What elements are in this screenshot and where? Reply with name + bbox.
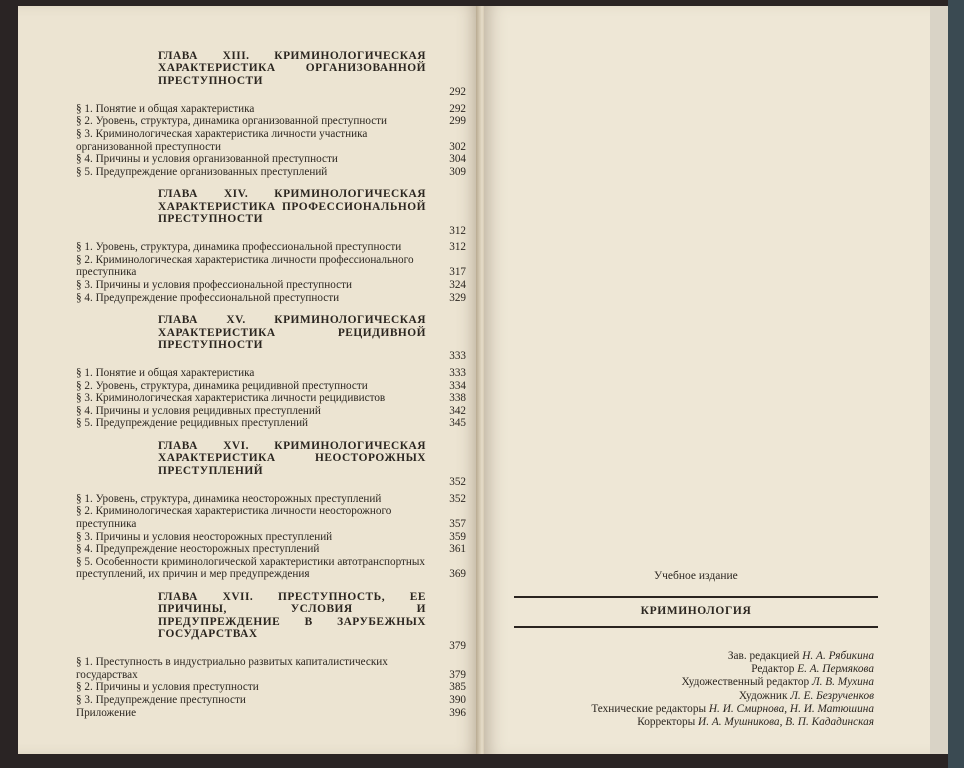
- toc-entry-page: 333: [449, 366, 466, 379]
- toc-entry: [76, 241, 466, 254]
- chapter-title: ГЛАВА XV. КРИМИНОЛОГИЧЕСКАЯ ХАРАКТЕРИСТИКА РЕЦИДИВНОЙ ПРЕСТУПНОСТИ: [158, 314, 426, 351]
- toc-entry-text: § 5. Предупреждение организованных преступлений: [76, 165, 328, 178]
- toc-entry-text: § 1. Уровень, структура, динамика неосторожных преступлений: [76, 492, 382, 505]
- cover-back: [948, 0, 964, 768]
- toc-entry-page: 390: [449, 693, 466, 706]
- credit-line: [514, 650, 874, 663]
- toc-entry-text: § 2. Уровень, структура, динамика рецидивной преступности: [76, 379, 368, 392]
- toc-entry-text: § 4. Причины и условия рецидивных преступлений: [76, 404, 321, 417]
- toc-entry-page: 345: [449, 417, 466, 430]
- toc-entry-text: § 2. Уровень, структура, динамика организованной преступности: [76, 115, 388, 128]
- toc-entry-page: 369: [449, 568, 466, 581]
- toc-entry-text: § 5. Особенности криминологической характеристики автотранспортных преступлений, их причин и мер предупреждения: [76, 555, 426, 581]
- toc-entry-page: 359: [449, 530, 466, 543]
- toc-entry-page: 342: [449, 404, 466, 417]
- credit-line: [514, 663, 874, 676]
- toc-entry-page: 302: [449, 140, 466, 153]
- chapter-page-number: 312: [449, 224, 466, 237]
- credit-line: [514, 716, 874, 729]
- credit-name: Н. И. Смирнова, Н. И. Матюшина: [708, 702, 874, 715]
- credit-name: Н. А. Рябикина: [802, 650, 874, 662]
- chapter-gap: [76, 178, 466, 188]
- toc-entry-page: 379: [449, 668, 466, 681]
- toc-entry: [76, 380, 466, 393]
- toc-entry-page: 309: [449, 165, 466, 178]
- toc-chapter: [158, 314, 466, 351]
- toc-entry-text: § 2. Криминологическая характеристика личности неосторожного преступника: [76, 505, 392, 530]
- toc-entry: [76, 115, 466, 128]
- toc-entry-page: 292: [449, 102, 466, 115]
- toc-entry-page: 385: [449, 681, 466, 694]
- toc-entry: [76, 153, 466, 166]
- credit-line: [514, 690, 874, 703]
- toc-entry-text: § 3. Предупреждение преступности: [76, 693, 246, 706]
- toc-entry: [76, 656, 466, 681]
- toc-entry-page: 299: [449, 115, 466, 128]
- toc-entry-text: § 1. Преступность в индустриально развитых капиталистических государствах: [76, 656, 388, 681]
- toc-chapter: [158, 188, 466, 225]
- credit-line: [514, 703, 874, 716]
- toc-entry-page: 329: [449, 291, 466, 304]
- title-rule-top: [514, 596, 878, 598]
- credit-role: Технические редакторы: [591, 702, 709, 715]
- toc-entry-page: 396: [449, 706, 466, 719]
- toc-entry-page: 357: [449, 517, 466, 530]
- toc-chapter: [158, 591, 466, 641]
- toc-entry-text: § 3. Криминологическая характеристика личности рецидивистов: [76, 392, 386, 405]
- chapter-page-number: 292: [449, 86, 466, 99]
- title-rule-bottom: [514, 626, 878, 628]
- chapter-title: ГЛАВА XIII. КРИМИНОЛОГИЧЕСКАЯ ХАРАКТЕРИСТИКА ОРГАНИЗОВАННОЙ ПРЕСТУПНОСТИ: [158, 50, 426, 87]
- right-page: [484, 6, 930, 754]
- toc-entry: [76, 166, 466, 179]
- toc-entry-text: § 1. Понятие и общая характеристика: [76, 102, 255, 115]
- credit-role: Корректоры: [637, 716, 699, 729]
- credit-role: Зав. редакцией: [727, 650, 803, 662]
- toc-entry-text: Приложение: [76, 706, 137, 719]
- edition-label: Учебное издание: [654, 570, 738, 582]
- toc-entry: [76, 392, 466, 405]
- chapter-gap: [76, 581, 466, 591]
- chapter-title: ГЛАВА XIV. КРИМИНОЛОГИЧЕСКАЯ ХАРАКТЕРИСТИКА ПРОФЕССИОНАЛЬНОЙ ПРЕСТУПНОСТИ: [158, 188, 426, 226]
- toc-entry: [76, 493, 466, 506]
- credit-role: Редактор: [751, 663, 798, 676]
- toc-entry-text: § 3. Причины и условия неосторожных преступлений: [76, 530, 333, 543]
- credit-role: Художник: [738, 689, 791, 702]
- chapter-title: ГЛАВА XVI. КРИМИНОЛОГИЧЕСКАЯ ХАРАКТЕРИСТИКА НЕОСТОРОЖНЫХ ПРЕСТУПЛЕНИЙ: [158, 439, 426, 477]
- credit-name: Е. А. Пермякова: [797, 663, 874, 676]
- credits-list: [514, 650, 874, 729]
- left-page: [18, 6, 480, 754]
- chapter-page-number: 352: [449, 476, 466, 489]
- toc-entry-page: 338: [449, 392, 466, 405]
- toc-entry: [76, 417, 466, 430]
- toc-chapter: [158, 50, 466, 87]
- toc-entry-text: § 2. Причины и условия преступности: [76, 681, 259, 694]
- toc-entry-text: § 1. Уровень, структура, динамика профессиональной преступности: [76, 241, 402, 254]
- credit-name: Л. В. Мухина: [811, 676, 874, 689]
- toc-entry-text: § 2. Криминологическая характеристика личности профессионального преступника: [76, 253, 414, 279]
- toc-entry-text: § 3. Криминологическая характеристика личности участника организованной преступности: [76, 128, 368, 153]
- toc-entry: [76, 405, 466, 418]
- toc-entry: [76, 254, 466, 279]
- toc-entry: [76, 367, 466, 380]
- toc-entry-page: 361: [449, 543, 466, 556]
- chapter-gap: [76, 304, 466, 314]
- credit-line: [514, 676, 874, 689]
- toc-entry-page: 304: [449, 153, 466, 166]
- toc-entry: [76, 103, 466, 116]
- toc-entry: [76, 556, 466, 581]
- toc-entry: [76, 292, 466, 305]
- toc-entry: [76, 694, 466, 707]
- cover-edge: [930, 6, 948, 754]
- toc-entry-page: 324: [449, 278, 466, 291]
- book-title: КРИМИНОЛОГИЯ: [640, 605, 752, 617]
- toc-entry-text: § 1. Понятие и общая характеристика: [76, 366, 255, 379]
- toc-entry-text: § 4. Предупреждение неосторожных преступлений: [76, 543, 320, 556]
- toc-entry-text: § 4. Причины и условия организованной преступности: [76, 153, 338, 166]
- toc-entry: [76, 279, 466, 292]
- chapter-page-number: 333: [449, 350, 466, 363]
- credit-name: И. А. Мушникова, В. П. Кададинская: [698, 716, 874, 729]
- toc-entry-page: 352: [449, 492, 466, 505]
- toc-entry: [76, 681, 466, 694]
- toc-entry-page: 334: [449, 379, 466, 392]
- chapter-gap: [76, 430, 466, 440]
- toc-chapter: [158, 440, 466, 477]
- toc-entry: [76, 707, 466, 720]
- toc-entry: [76, 505, 466, 530]
- toc-entry-page: 317: [449, 266, 466, 279]
- credit-name: Л. Е. Безрученков: [790, 689, 874, 702]
- credit-role: Художественный редактор: [681, 676, 812, 689]
- chapter-page-number: 379: [449, 639, 466, 652]
- toc-entry-text: § 5. Предупреждение рецидивных преступлений: [76, 417, 309, 430]
- table-of-contents: [76, 50, 466, 719]
- toc-entry: [76, 128, 466, 153]
- toc-entry: [76, 531, 466, 544]
- toc-entry-text: § 4. Предупреждение профессиональной преступности: [76, 291, 340, 304]
- toc-entry-text: § 3. Причины и условия профессиональной преступности: [76, 278, 352, 291]
- toc-entry: [76, 543, 466, 556]
- toc-entry-page: 312: [449, 241, 466, 254]
- chapter-title: ГЛАВА XVII. ПРЕСТУПНОСТЬ, ЕЕ ПРИЧИНЫ, УСЛОВИЯ И ПРЕДУПРЕЖДЕНИЕ В ЗАРУБЕЖНЫХ ГОСУДАРСТВАХ: [158, 590, 426, 641]
